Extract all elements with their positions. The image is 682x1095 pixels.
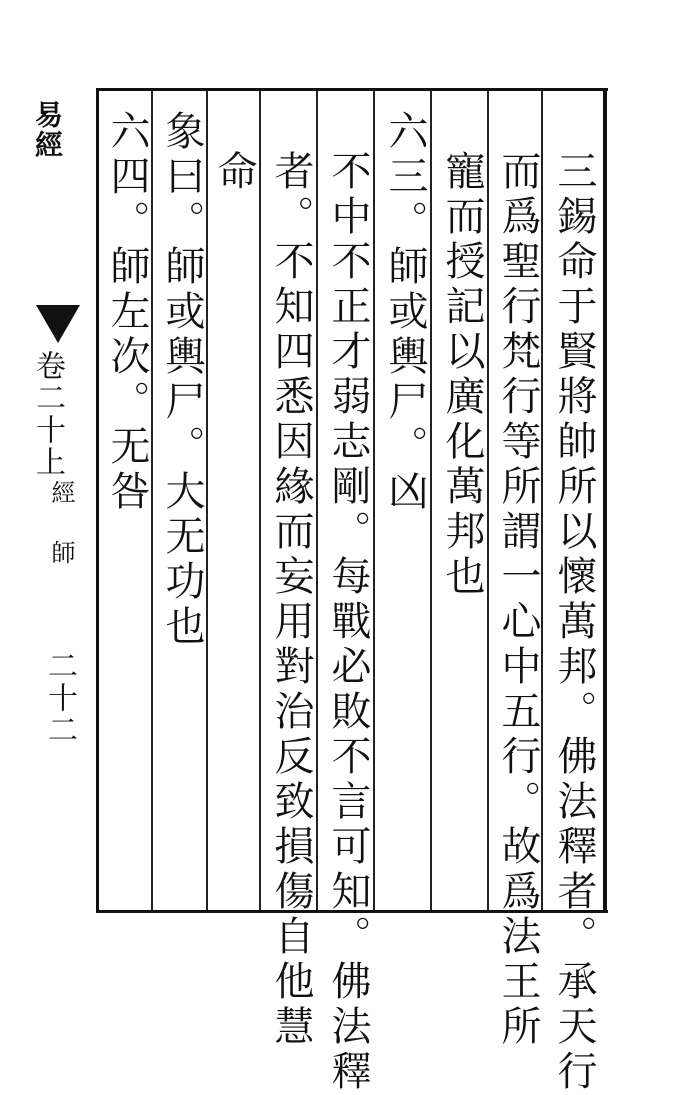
- text-column-3: 寵而授記以廣化萬邦也: [439, 150, 485, 600]
- frame-left-border: [96, 88, 99, 913]
- margin-page-number: 二十二: [42, 650, 77, 746]
- margin-section-label: 經 師: [47, 480, 75, 570]
- text-column-6: 者。不知四悉因緣而妄用對治反致損傷自他慧: [268, 150, 314, 1050]
- margin-book-title: 易經: [31, 100, 64, 160]
- text-column-7: 命: [211, 150, 257, 195]
- text-column-9: 六四。師左次。无咎: [104, 110, 150, 515]
- frame-top-border: [96, 88, 608, 91]
- text-column-5: 不中不正才弱志剛。每戰必敗不言可知。佛法釋: [325, 150, 371, 1095]
- text-column-8: 象曰。師或輿尸。大无功也: [159, 110, 205, 650]
- text-column-4: 六三。師或輿尸。凶: [382, 110, 428, 515]
- margin-volume-label: 卷二十上: [30, 350, 65, 478]
- fishtail-mark-icon: [36, 305, 80, 343]
- column-rule: [259, 91, 261, 910]
- frame-right-border: [603, 88, 607, 913]
- text-column-2: 而爲聖行梵行等所謂一心中五行。故爲法王所: [495, 150, 541, 1050]
- text-column-1: 三錫命于賢將帥所以懷萬邦。佛法釋者。承天行: [551, 150, 597, 1095]
